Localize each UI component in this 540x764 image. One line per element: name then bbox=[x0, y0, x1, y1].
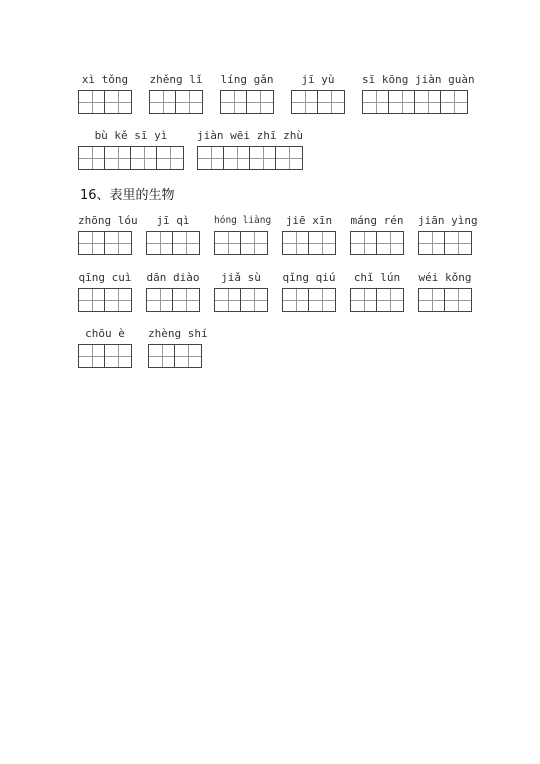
character-cell[interactable] bbox=[224, 147, 250, 169]
guide-line-vertical bbox=[234, 91, 235, 113]
character-cell[interactable] bbox=[157, 147, 183, 169]
character-cell[interactable] bbox=[105, 147, 131, 169]
guide-line-vertical bbox=[186, 289, 187, 311]
character-cell[interactable] bbox=[241, 289, 267, 311]
pinyin-label: jī yù bbox=[301, 73, 335, 86]
character-cell[interactable] bbox=[215, 289, 241, 311]
writing-grid[interactable] bbox=[418, 288, 472, 312]
guide-line-vertical bbox=[163, 91, 164, 113]
writing-grid[interactable] bbox=[146, 288, 200, 312]
pinyin-label: jiē xīn bbox=[285, 214, 333, 227]
pinyin-label: chǐ lún bbox=[353, 271, 401, 284]
character-cell[interactable] bbox=[215, 232, 241, 254]
guide-line-vertical bbox=[92, 345, 93, 367]
writing-grid[interactable] bbox=[78, 344, 132, 368]
guide-line-vertical bbox=[322, 232, 323, 254]
guide-line-vertical bbox=[188, 345, 189, 367]
guide-line-vertical bbox=[364, 289, 365, 311]
guide-line-vertical bbox=[390, 289, 391, 311]
writing-grid[interactable] bbox=[350, 231, 404, 255]
guide-line-vertical bbox=[260, 91, 261, 113]
writing-grid[interactable] bbox=[418, 231, 472, 255]
guide-line-vertical bbox=[432, 289, 433, 311]
character-cell[interactable] bbox=[150, 91, 176, 113]
character-cell[interactable] bbox=[309, 289, 335, 311]
pinyin-label: qīng cuì bbox=[78, 271, 132, 284]
pinyin-label: jī qì bbox=[156, 214, 190, 227]
guide-line-vertical bbox=[254, 289, 255, 311]
guide-line-vertical bbox=[376, 91, 377, 113]
guide-line-vertical bbox=[228, 232, 229, 254]
guide-line-vertical bbox=[92, 232, 93, 254]
writing-grid[interactable] bbox=[282, 231, 336, 255]
pinyin-label: zhèng shí bbox=[148, 327, 208, 340]
character-cell[interactable] bbox=[292, 91, 318, 113]
word-row bbox=[0, 326, 540, 386]
guide-line-vertical bbox=[118, 91, 119, 113]
character-cell[interactable] bbox=[173, 232, 199, 254]
pinyin-label: bù kě sī yì bbox=[94, 129, 168, 142]
writing-grid[interactable] bbox=[149, 90, 203, 114]
pinyin-label: jiān yìng bbox=[418, 214, 478, 227]
character-cell[interactable] bbox=[445, 289, 471, 311]
pinyin-label: xì tǒng bbox=[81, 73, 129, 86]
character-cell[interactable] bbox=[105, 289, 131, 311]
character-cell[interactable] bbox=[318, 91, 344, 113]
pinyin-label: zhěng lǐ bbox=[149, 73, 203, 86]
character-cell[interactable] bbox=[363, 91, 389, 113]
character-cell[interactable] bbox=[247, 91, 273, 113]
character-cell[interactable] bbox=[175, 345, 201, 367]
guide-line-vertical bbox=[144, 147, 145, 169]
character-cell[interactable] bbox=[79, 289, 105, 311]
pinyin-label: hóng liàng bbox=[214, 215, 272, 226]
guide-line-vertical bbox=[92, 91, 93, 113]
guide-line-vertical bbox=[458, 232, 459, 254]
character-cell[interactable] bbox=[283, 289, 309, 311]
pinyin-label: zhōng lóu bbox=[78, 214, 138, 227]
character-cell[interactable] bbox=[105, 91, 131, 113]
character-cell[interactable] bbox=[221, 91, 247, 113]
word-row bbox=[0, 72, 540, 132]
character-cell[interactable] bbox=[283, 232, 309, 254]
guide-line-vertical bbox=[263, 147, 264, 169]
character-cell[interactable] bbox=[105, 345, 131, 367]
writing-grid[interactable] bbox=[214, 231, 268, 255]
writing-grid[interactable] bbox=[78, 288, 132, 312]
character-cell[interactable] bbox=[176, 91, 202, 113]
character-cell[interactable] bbox=[147, 289, 173, 311]
guide-line-vertical bbox=[390, 232, 391, 254]
character-cell[interactable] bbox=[389, 91, 415, 113]
writing-grid[interactable] bbox=[78, 90, 132, 114]
writing-grid[interactable] bbox=[78, 231, 132, 255]
guide-line-vertical bbox=[160, 232, 161, 254]
character-cell[interactable] bbox=[377, 289, 403, 311]
word-row bbox=[0, 213, 540, 273]
pinyin-label: líng gǎn bbox=[220, 73, 274, 86]
guide-line-vertical bbox=[296, 232, 297, 254]
writing-grid[interactable] bbox=[282, 288, 336, 312]
pinyin-label: jiàn wēi zhī zhù bbox=[197, 129, 303, 142]
character-cell[interactable] bbox=[131, 147, 157, 169]
guide-line-vertical bbox=[454, 91, 455, 113]
character-cell[interactable] bbox=[309, 232, 335, 254]
writing-grid[interactable] bbox=[350, 288, 404, 312]
character-cell[interactable] bbox=[241, 232, 267, 254]
writing-grid[interactable] bbox=[148, 344, 202, 368]
pinyin-label: máng rén bbox=[350, 214, 404, 227]
character-cell[interactable] bbox=[250, 147, 276, 169]
guide-line-vertical bbox=[118, 147, 119, 169]
guide-line-vertical bbox=[228, 289, 229, 311]
pinyin-label: sī kōng jiàn guàn bbox=[362, 73, 475, 86]
guide-line-vertical bbox=[170, 147, 171, 169]
guide-line-vertical bbox=[296, 289, 297, 311]
character-cell[interactable] bbox=[79, 232, 105, 254]
character-cell[interactable] bbox=[79, 147, 105, 169]
writing-grid[interactable] bbox=[220, 90, 274, 114]
guide-line-vertical bbox=[237, 147, 238, 169]
guide-line-vertical bbox=[432, 232, 433, 254]
character-cell[interactable] bbox=[105, 232, 131, 254]
guide-line-vertical bbox=[322, 289, 323, 311]
guide-line-vertical bbox=[289, 147, 290, 169]
pinyin-label: wéi kǒng bbox=[418, 271, 472, 284]
character-cell[interactable] bbox=[445, 232, 471, 254]
character-cell[interactable] bbox=[276, 147, 302, 169]
guide-line-vertical bbox=[402, 91, 403, 113]
guide-line-vertical bbox=[160, 289, 161, 311]
character-cell[interactable] bbox=[419, 232, 445, 254]
pinyin-label: dān diào bbox=[146, 271, 200, 284]
guide-line-vertical bbox=[118, 232, 119, 254]
guide-line-vertical bbox=[364, 232, 365, 254]
pinyin-label: jiǎ sù bbox=[221, 271, 261, 284]
character-cell[interactable] bbox=[79, 91, 105, 113]
guide-line-vertical bbox=[331, 91, 332, 113]
section-title: 16、表里的生物 bbox=[80, 188, 175, 203]
character-cell[interactable] bbox=[377, 232, 403, 254]
pinyin-label: chōu è bbox=[85, 327, 125, 340]
writing-grid[interactable] bbox=[146, 231, 200, 255]
guide-line-vertical bbox=[428, 91, 429, 113]
writing-grid[interactable] bbox=[291, 90, 345, 114]
character-cell[interactable] bbox=[198, 147, 224, 169]
writing-grid[interactable] bbox=[362, 90, 468, 114]
character-cell[interactable] bbox=[173, 289, 199, 311]
guide-line-vertical bbox=[118, 289, 119, 311]
character-cell[interactable] bbox=[415, 91, 441, 113]
word-row bbox=[0, 270, 540, 330]
pinyin-label: qǐng qiú bbox=[282, 271, 336, 284]
guide-line-vertical bbox=[305, 91, 306, 113]
word-row bbox=[0, 128, 540, 188]
guide-line-vertical bbox=[254, 232, 255, 254]
character-cell[interactable] bbox=[351, 289, 377, 311]
guide-line-vertical bbox=[186, 232, 187, 254]
guide-line-vertical bbox=[92, 289, 93, 311]
character-cell[interactable] bbox=[441, 91, 467, 113]
character-cell[interactable] bbox=[419, 289, 445, 311]
guide-line-vertical bbox=[118, 345, 119, 367]
guide-line-vertical bbox=[162, 345, 163, 367]
guide-line-vertical bbox=[92, 147, 93, 169]
writing-grid[interactable] bbox=[78, 146, 184, 170]
character-cell[interactable] bbox=[351, 232, 377, 254]
character-cell[interactable] bbox=[79, 345, 105, 367]
writing-grid[interactable] bbox=[197, 146, 303, 170]
guide-line-vertical bbox=[211, 147, 212, 169]
guide-line-vertical bbox=[189, 91, 190, 113]
character-cell[interactable] bbox=[147, 232, 173, 254]
character-cell[interactable] bbox=[149, 345, 175, 367]
writing-grid[interactable] bbox=[214, 288, 268, 312]
guide-line-vertical bbox=[458, 289, 459, 311]
